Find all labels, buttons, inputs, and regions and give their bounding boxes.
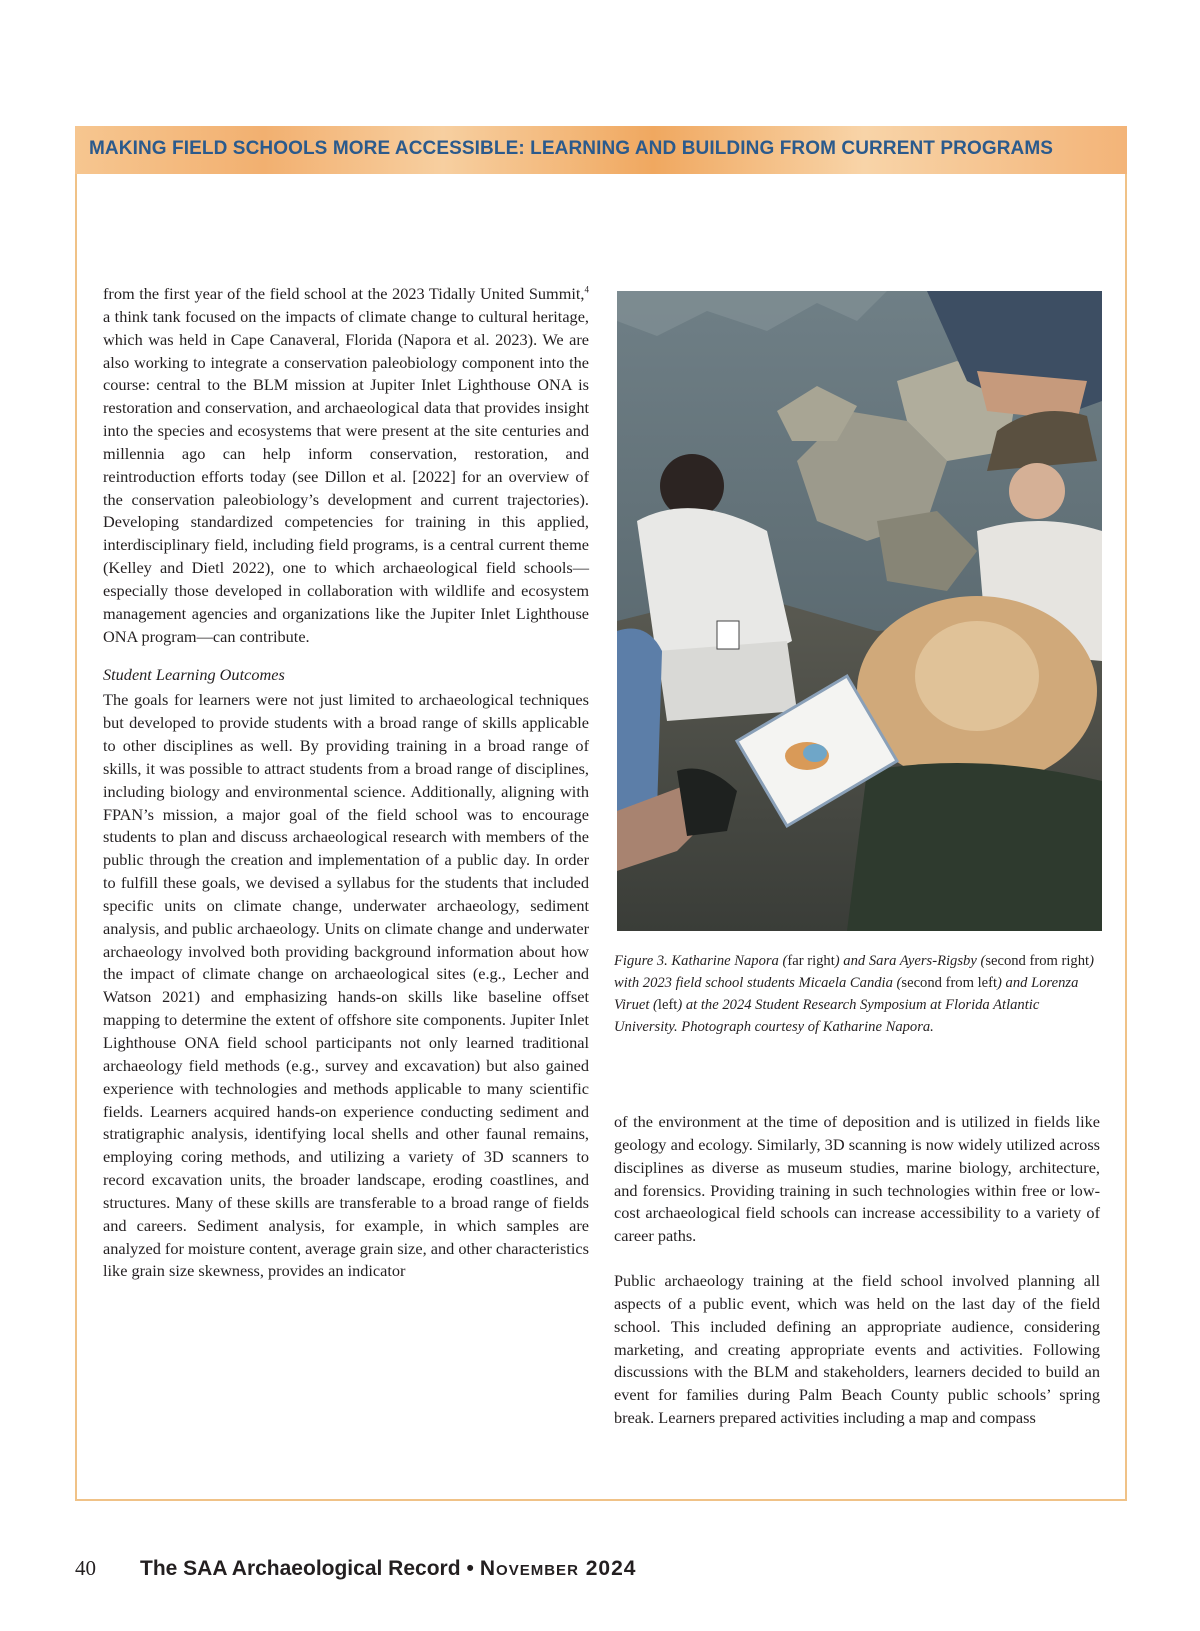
caption-text: ) with 2023 field school students Micaela Candia ( bbox=[614, 953, 1094, 991]
issue-date: November 2024 bbox=[479, 1557, 637, 1580]
caption-text: left bbox=[657, 997, 678, 1013]
left-text-column bbox=[103, 283, 589, 1283]
figure-caption bbox=[614, 950, 1102, 1038]
caption-text: ) and Sara Ayers-Rigsby ( bbox=[834, 953, 986, 969]
subheading-student-learning-outcomes: Student Learning Outcomes bbox=[103, 664, 285, 684]
caption-text: second from left bbox=[901, 975, 998, 991]
caption-text: second from right bbox=[985, 953, 1090, 969]
journal-title: The SAA Archaeological Record bbox=[140, 1557, 461, 1580]
photo-illustration bbox=[617, 291, 1102, 931]
caption-text: Figure 3. Katharine Napora ( bbox=[614, 953, 788, 969]
section-header-title: MAKING FIELD SCHOOLS MORE ACCESSIBLE: LEARNING AND BUILDING FROM CURRENT PROGRAMS bbox=[89, 138, 1054, 159]
paragraph bbox=[103, 283, 589, 649]
footer-separator: • bbox=[466, 1557, 474, 1580]
figure-photo bbox=[617, 291, 1102, 931]
page-number: 40 bbox=[75, 1556, 96, 1580]
right-text-column bbox=[614, 1111, 1100, 1430]
section-header-banner bbox=[75, 126, 1127, 174]
caption-text: far right bbox=[787, 953, 835, 969]
paragraph: The goals for learners were not just limited to archaeological techniques but developed to provide students with a broad range of skills applicable to other disciplines as well. By providing training in a broad range of skills, it was possible to attract students from a broad range of disciplines, including biology and environmental science. Additionally, aligning with FPAN’s mission, a major goal of the field school was to encourage students to plan and discuss archaeological research with members of the public through the creation and implementation of a public day. In order to fulfill these goals, we devised a syllabus for the students that included specific units on climate change, underwater archaeology, sediment analysis, and public archaeology. Units on climate change and underwater archaeology involved both providing background information about how the impact of climate change on archaeological sites (e.g., Lecher and Watson 2021) and emphasizing hands-on skills like baseline offset mapping to determine the extent of offshore site components. Jupiter Inlet Lighthouse ONA field school participants not only learned traditional archaeology field methods (e.g., survey and excavation) but also gained experience with technologies and methods applicable to many scientific fields. Learners acquired hands-on experience conducting sediment and stratigraphic analysis, identifying local shells and other faunal remains, employing coring methods, and utilizing a variety of 3D scanners to record excavation units, the broader landscape, eroding coastlines, and structures. Many of these skills are transferable to a broad range of fields and careers. Sediment analysis, for example, in which samples are analyzed for moisture content, average grain size, and other characteristics like grain size skewness, provides an indicator bbox=[103, 690, 589, 1281]
footnote-ref[interactable]: 4 bbox=[584, 284, 589, 295]
paragraph-text: a think tank focused on the impacts of climate change to cultural heritage, which was held in Cape Canaveral, Florida (Napora et al. 2023). We are also working to integrate a conservation paleobiology component into the course: central to the BLM mission at Jupiter Inlet Lighthouse ONA is restoration and conservation, and archaeological data that provides insight into the species and ecosystems that were present at the site centuries and millennia ago can help inform conservation, restoration, and reintroduction efforts today (see Dillon et al. [2022] for an overview of the conservation paleobiology’s development and current trajectories). Developing standardized competencies for training in this applied, interdisciplinary field, including field programs, is a central current theme (Kelley and Dietl 2022), one to which archaeological field schools—especially those developed in collaboration with wildlife and ecosystem management agencies and organizations like the Jupiter Inlet Lighthouse ONA program—can contribute. bbox=[103, 306, 589, 646]
caption-text: ) at the 2024 Student Research Symposium at Florida Atlantic University. Photograph courtesy of Katharine Napora. bbox=[614, 997, 1040, 1035]
paragraph-text: from the first year of the field school at the 2023 Tidally United Summit, bbox=[103, 284, 585, 303]
caption-text: ) and Lorenza Viruet ( bbox=[614, 975, 1079, 1013]
page-footer bbox=[75, 1556, 636, 1581]
paragraph: Public archaeology training at the field school involved planning all aspects of a public event, which was held on the last day of the field school. This included defining an appropriate audience, considering marketing, and creating appropriate events and activities. Following discussions with the BLM and stakeholders, learners decided to build an event for families during Palm Beach County public schools’ spring break. Learners prepared activities including a map and compass bbox=[614, 1271, 1100, 1428]
paragraph: of the environment at the time of deposition and is utilized in fields like geology and ecology. Similarly, 3D scanning is now widely utilized across disciplines as diverse as museum studies, marine biology, architecture, and forensics. Providing training in such technologies within free or low-cost archaeological field schools can increase accessibility to a variety of career paths. bbox=[614, 1112, 1100, 1246]
